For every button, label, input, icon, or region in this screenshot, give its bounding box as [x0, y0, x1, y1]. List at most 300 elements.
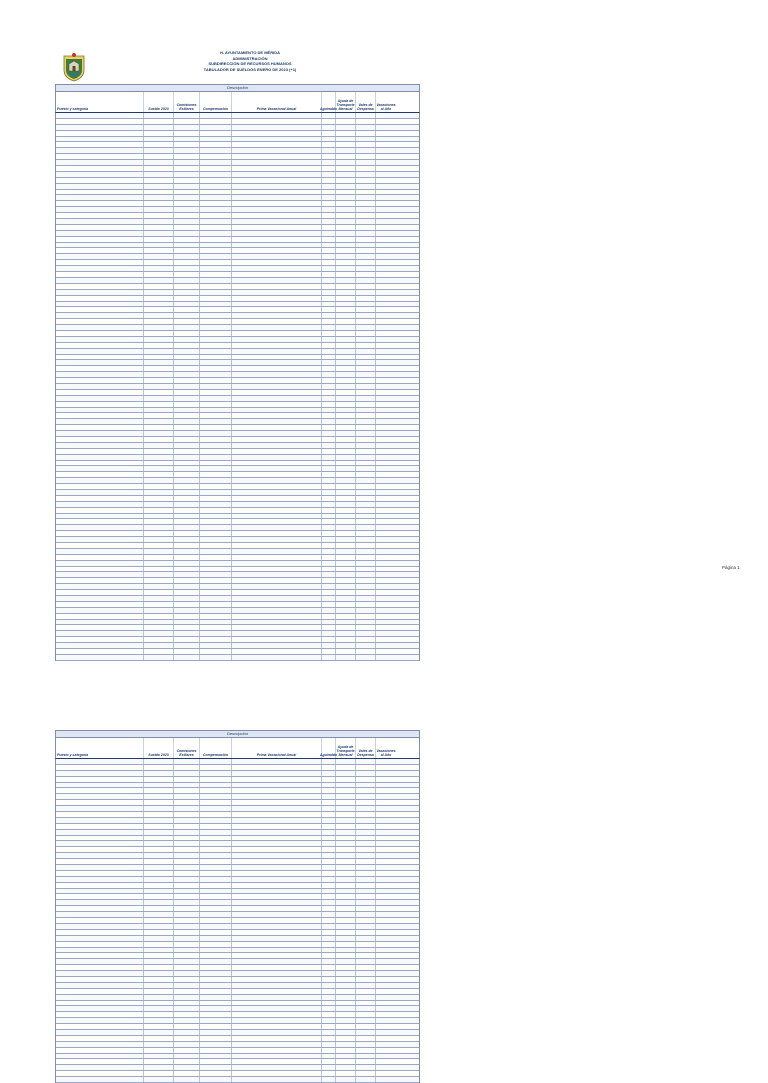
header-line-4: TABULADOR DE SUELDOS ENERO DE 2023 (+1): [203, 66, 297, 72]
table-cell: [232, 360, 322, 365]
table-cell: [336, 596, 356, 601]
table-cell: [356, 113, 376, 118]
table-cell: [56, 219, 144, 224]
table-cell: [144, 614, 174, 619]
table-cell: [376, 390, 396, 395]
table-cell: [174, 995, 200, 1000]
table-cell: [200, 131, 232, 136]
table-cell: [376, 1071, 396, 1076]
table-cell: [144, 466, 174, 471]
table-cell: [322, 484, 336, 489]
table-cell: [144, 119, 174, 124]
table-cell: [174, 596, 200, 601]
table-cell: [56, 883, 144, 888]
table-cell: [376, 260, 396, 265]
table-cell: [356, 490, 376, 495]
table-cell: [336, 178, 356, 183]
table-cell: [322, 924, 336, 929]
table-cell: [232, 190, 322, 195]
table-cell: [174, 794, 200, 799]
table-cell: [376, 959, 396, 964]
table-cell: [376, 478, 396, 483]
table-cell: [200, 794, 232, 799]
table-cell: [356, 296, 376, 301]
table-cell: [336, 296, 356, 301]
table-cell: [200, 930, 232, 935]
table-cell: [56, 472, 144, 477]
table-cell: [376, 584, 396, 589]
table-cell: [376, 213, 396, 218]
table-cell: [56, 355, 144, 360]
table-cell: [144, 812, 174, 817]
table-cell: [200, 166, 232, 171]
table-cell: [322, 266, 336, 271]
table-cell: [200, 425, 232, 430]
table-cell: [376, 655, 396, 660]
table-cell: [56, 1001, 144, 1006]
table-cell: [144, 918, 174, 923]
table-cell: [322, 372, 336, 377]
table-cell: [174, 402, 200, 407]
table-cell: [356, 543, 376, 548]
table-cell: [200, 1036, 232, 1041]
table-cell: [336, 971, 356, 976]
table-cell: [336, 806, 356, 811]
table-cell: [174, 272, 200, 277]
table-cell: [336, 425, 356, 430]
table-cell: [376, 859, 396, 864]
table-cell: [322, 889, 336, 894]
table-cell: [322, 184, 336, 189]
table-cell: [56, 166, 144, 171]
table-cell: [232, 1042, 322, 1047]
table-cell: [144, 213, 174, 218]
table-cell: [232, 824, 322, 829]
table-cell: [336, 313, 356, 318]
table-cell: [174, 602, 200, 607]
table-cell: [200, 631, 232, 636]
table-cell: [356, 1054, 376, 1059]
table-cell: [356, 853, 376, 858]
table-cell: [144, 771, 174, 776]
table-cell: [56, 360, 144, 365]
table-cell: [322, 783, 336, 788]
table-cell: [144, 584, 174, 589]
table-cell: [356, 160, 376, 165]
table-cell: [174, 900, 200, 905]
table-cell: [144, 590, 174, 595]
table-cell: [356, 830, 376, 835]
table-cell: [356, 537, 376, 542]
table-cell: [144, 1077, 174, 1082]
table-cell: [376, 337, 396, 342]
table-cell: [322, 812, 336, 817]
table-cell: [144, 137, 174, 142]
table-cell: [232, 284, 322, 289]
table-cell: [232, 989, 322, 994]
table-cell: [376, 355, 396, 360]
table-cell: [232, 243, 322, 248]
table-cell: [356, 836, 376, 841]
table-cell: [336, 783, 356, 788]
table-cell: [144, 841, 174, 846]
table-cell: [336, 390, 356, 395]
table-cell: [144, 142, 174, 147]
table-cell: [56, 496, 144, 501]
table-cell: [200, 419, 232, 424]
table-cell: [56, 302, 144, 307]
table-cell: [200, 1024, 232, 1029]
table-cell: [144, 402, 174, 407]
table-cell: [232, 195, 322, 200]
table-cell: [336, 278, 356, 283]
table-cell: [232, 995, 322, 1000]
col-header-prima-vacacional: Prima Vacacional Anual: [232, 738, 322, 758]
table-cell: [376, 759, 396, 764]
table-cell: [200, 449, 232, 454]
table-cell: [144, 484, 174, 489]
table-cell: [322, 213, 336, 218]
table-cell: [144, 302, 174, 307]
table-cell: [200, 995, 232, 1000]
table-cell: [376, 219, 396, 224]
table-cell: [232, 531, 322, 536]
table-cell: [56, 514, 144, 519]
table-cell: [144, 1006, 174, 1011]
table-cell: [174, 296, 200, 301]
table-cell: [200, 800, 232, 805]
table-cell: [232, 266, 322, 271]
table-cell: [232, 865, 322, 870]
table-cell: [56, 142, 144, 147]
table-cell: [322, 449, 336, 454]
table-cell: [336, 142, 356, 147]
table-cell: [174, 1001, 200, 1006]
table-cell: [174, 384, 200, 389]
table-cell: [376, 519, 396, 524]
table-cell: [356, 213, 376, 218]
table-cell: [336, 995, 356, 1000]
table-cell: [144, 278, 174, 283]
table-cell: [322, 366, 336, 371]
table-cell: [322, 614, 336, 619]
table-cell: [322, 942, 336, 947]
table-cell: [174, 231, 200, 236]
table-cell: [200, 290, 232, 295]
table-cell: [336, 461, 356, 466]
table-cell: [174, 906, 200, 911]
table-cell: [144, 637, 174, 642]
table-cell: [322, 219, 336, 224]
table-cell: [56, 307, 144, 312]
table-cell: [336, 366, 356, 371]
table-cell: [376, 1012, 396, 1017]
table-cell: [232, 443, 322, 448]
table-cell: [56, 578, 144, 583]
table-cell: [232, 930, 322, 935]
table-cell: [56, 154, 144, 159]
table-cell: [336, 918, 356, 923]
table-cell: [174, 918, 200, 923]
table-cell: [336, 759, 356, 764]
table-cell: [376, 783, 396, 788]
table-cell: [376, 307, 396, 312]
table-cell: [356, 989, 376, 994]
table-cell: [174, 608, 200, 613]
table-cell: [200, 490, 232, 495]
table-cell: [322, 1048, 336, 1053]
table-cell: [200, 953, 232, 958]
table-cell: [376, 201, 396, 206]
table-cell: [376, 924, 396, 929]
table-cell: [322, 918, 336, 923]
col-header-prima-vacacional: Prima Vacacional Anual: [232, 92, 322, 112]
table-cell: [322, 472, 336, 477]
table-cell: [174, 396, 200, 401]
table-cell: [232, 620, 322, 625]
table-cell: [56, 319, 144, 324]
table-cell: [144, 788, 174, 793]
table-cell: [174, 142, 200, 147]
table-cell: [376, 841, 396, 846]
table-cell: [356, 413, 376, 418]
table-cell: [322, 930, 336, 935]
table-cell: [200, 366, 232, 371]
table-cell: [56, 912, 144, 917]
table-cell: [174, 201, 200, 206]
table-cell: [356, 502, 376, 507]
table-cell: [336, 355, 356, 360]
table-cell: [174, 478, 200, 483]
table-cell: [322, 584, 336, 589]
table-cell: [232, 590, 322, 595]
table-cell: [56, 631, 144, 636]
table-cell: [232, 142, 322, 147]
table-cell: [322, 478, 336, 483]
table-cell: [336, 1054, 356, 1059]
table-cell: [56, 113, 144, 118]
table-cell: [322, 906, 336, 911]
table-cell: [200, 378, 232, 383]
col-header-puesto: Puesto y categoría: [56, 92, 144, 112]
table-cell: [174, 219, 200, 224]
table-cell: [174, 331, 200, 336]
table-cell: [356, 478, 376, 483]
table-cell: [356, 402, 376, 407]
table-cell: [200, 225, 232, 230]
table-cell: [356, 1001, 376, 1006]
table-cell: [144, 225, 174, 230]
table-cell: [322, 572, 336, 577]
table-cell: [322, 260, 336, 265]
table-cell: [232, 201, 322, 206]
table-cell: [336, 614, 356, 619]
table-cell: [336, 272, 356, 277]
table-cell: [200, 572, 232, 577]
table-cell: [356, 959, 376, 964]
table-cell: [174, 490, 200, 495]
table-cell: [356, 172, 376, 177]
table-cell: [144, 537, 174, 542]
table-cell: [56, 366, 144, 371]
table-cell: [144, 549, 174, 554]
table-cell: [336, 983, 356, 988]
table-cell: [144, 160, 174, 165]
table-cell: [56, 213, 144, 218]
table-cell: [336, 537, 356, 542]
table-cell: [232, 830, 322, 835]
table-cell: [144, 853, 174, 858]
table-cell: [356, 614, 376, 619]
table-cell: [174, 207, 200, 212]
table-cell: [144, 1036, 174, 1041]
table-cell: [376, 248, 396, 253]
table-cell: [322, 278, 336, 283]
table-cell: [356, 1006, 376, 1011]
table-cell: [322, 1059, 336, 1064]
table-cell: [356, 1071, 376, 1076]
table-cell: [376, 396, 396, 401]
coat-of-arms-icon: [62, 52, 86, 82]
table-cell: [144, 1054, 174, 1059]
table-cell: [356, 219, 376, 224]
table-cell: [232, 272, 322, 277]
table-cell: [200, 977, 232, 982]
table-cell: [232, 977, 322, 982]
table-cell: [232, 637, 322, 642]
table-cell: [356, 142, 376, 147]
table-cell: [322, 178, 336, 183]
table-cell: [200, 396, 232, 401]
table-cell: [376, 313, 396, 318]
table-cell: [232, 307, 322, 312]
col-header-compensacion: Compensación: [200, 738, 232, 758]
table-cell: [144, 519, 174, 524]
table-cell: [356, 231, 376, 236]
table-cell: [356, 1036, 376, 1041]
table-cell: [232, 213, 322, 218]
table-cell: [174, 472, 200, 477]
table-cell: [232, 502, 322, 507]
table-cell: [56, 178, 144, 183]
table-cell: [200, 608, 232, 613]
table-cell: [356, 266, 376, 271]
table-cell: [376, 243, 396, 248]
table-cell: [322, 443, 336, 448]
table-cell: [200, 818, 232, 823]
table-cell: [174, 337, 200, 342]
table-cell: [232, 419, 322, 424]
table-cell: [336, 260, 356, 265]
table-cell: [376, 302, 396, 307]
table-cell: [232, 1001, 322, 1006]
table-cell: [336, 1018, 356, 1023]
table-body: [55, 759, 420, 1083]
table-cell: [144, 865, 174, 870]
table-cell: [56, 584, 144, 589]
table-cell: [322, 402, 336, 407]
table-cell: [336, 590, 356, 595]
table-cell: [336, 219, 356, 224]
table-cell: [174, 525, 200, 530]
table-cell: [376, 1030, 396, 1035]
table-cell: [356, 525, 376, 530]
table-cell: [356, 859, 376, 864]
table-cell: [376, 830, 396, 835]
table-cell: [232, 841, 322, 846]
table-cell: [174, 225, 200, 230]
table-cell: [56, 237, 144, 242]
table-cell: [232, 942, 322, 947]
table-cell: [232, 561, 322, 566]
table-cell: [376, 847, 396, 852]
table-cell: [376, 637, 396, 642]
table-cell: [56, 195, 144, 200]
table-cell: [174, 431, 200, 436]
table-cell: [174, 1059, 200, 1064]
table-cell: [200, 578, 232, 583]
table-cell: [56, 561, 144, 566]
table-cell: [356, 841, 376, 846]
table-cell: [56, 449, 144, 454]
table-cell: [356, 1048, 376, 1053]
table-cell: [200, 331, 232, 336]
table-cell: [336, 906, 356, 911]
table-cell: [144, 166, 174, 171]
table-cell: [336, 637, 356, 642]
table-cell: [144, 296, 174, 301]
table-cell: [376, 631, 396, 636]
table-cell: [56, 254, 144, 259]
table-cell: [174, 484, 200, 489]
table-cell: [174, 325, 200, 330]
table-cell: [336, 302, 356, 307]
table-cell: [336, 1030, 356, 1035]
table-cell: [232, 853, 322, 858]
table-cell: [376, 1001, 396, 1006]
table-cell: [56, 590, 144, 595]
table-cell: [144, 260, 174, 265]
table-cell: [174, 360, 200, 365]
table-cell: [322, 131, 336, 136]
table-cell: [200, 942, 232, 947]
table-cell: [232, 1024, 322, 1029]
table-cell: [322, 625, 336, 630]
table-cell: [336, 608, 356, 613]
table-cell: [336, 514, 356, 519]
table-cell: [232, 254, 322, 259]
table-cell: [144, 543, 174, 548]
table-cell: [322, 154, 336, 159]
table-cell: [174, 302, 200, 307]
table-cell: [322, 596, 336, 601]
table-cell: [336, 243, 356, 248]
table-cell: [144, 877, 174, 882]
table-cell: [56, 1012, 144, 1017]
table-cell: [232, 302, 322, 307]
table-cell: [336, 561, 356, 566]
table-cell: [200, 959, 232, 964]
table-cell: [200, 1059, 232, 1064]
table-cell: [356, 965, 376, 970]
table-cell: [56, 924, 144, 929]
table-cell: [376, 765, 396, 770]
table-cell: [376, 195, 396, 200]
table-cell: [322, 894, 336, 899]
table-cell: [144, 971, 174, 976]
table-cell: [200, 219, 232, 224]
table-cell: [322, 272, 336, 277]
